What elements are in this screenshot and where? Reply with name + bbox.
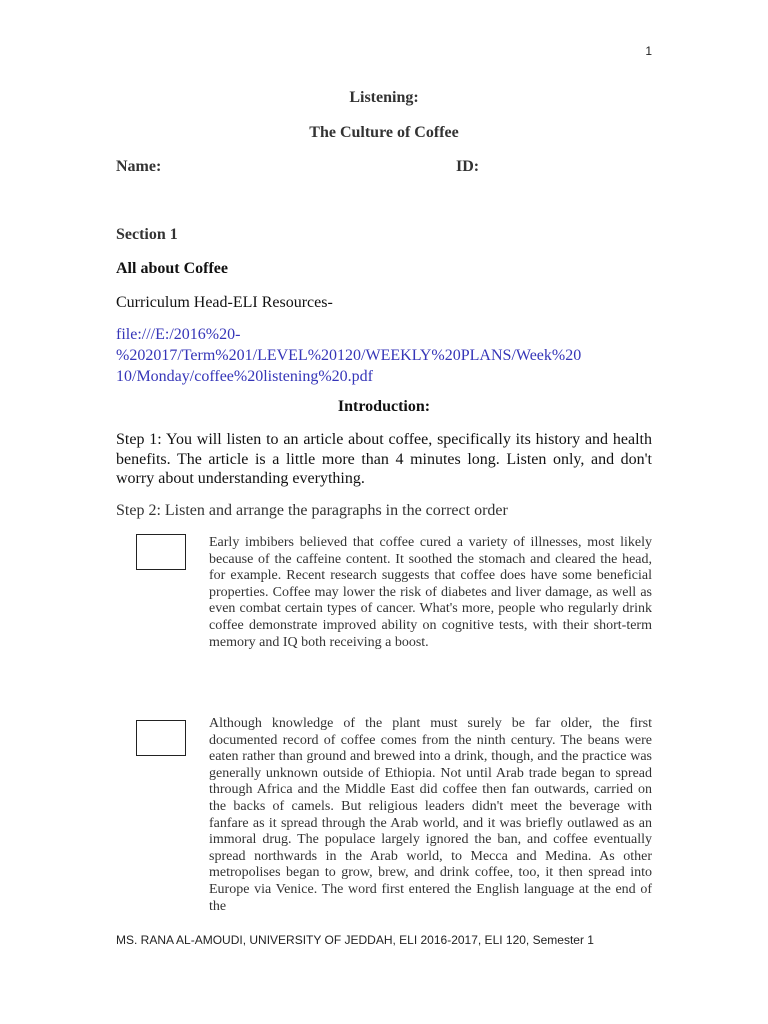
title-culture-of-coffee: The Culture of Coffee	[309, 124, 459, 141]
step2-instructions: Step 2: Listen and arrange the paragraphs in the correct order	[116, 502, 508, 519]
file-link-line: file:///E:/2016%20-	[116, 326, 241, 343]
file-link[interactable]	[116, 324, 656, 387]
step1-instructions: Step 1: You will listen to an article about coffee, specifically its history and health benefits. The article is a little more than 4 minutes long. Listen only, and don't worry about understanding everything.	[116, 431, 652, 487]
order-answer-box[interactable]	[136, 720, 186, 756]
subheading: All about Coffee	[116, 260, 228, 277]
id-label: ID:	[456, 158, 480, 175]
title-listening: Listening:	[349, 89, 419, 106]
curriculum-line: Curriculum Head-ELI Resources-	[116, 294, 333, 311]
order-answer-box[interactable]	[136, 534, 186, 570]
name-label: Name:	[116, 158, 162, 175]
paragraph-health-benefits: Early imbibers believed that coffee cured a variety of illnesses, most likely because of the caffeine content. It soothed the stomach and cleared the head, for example. Recent research suggests that coffee does have some beneficial properties. Coffee may lower the risk of diabetes and liver damage, as well as even combat certain types of cancer. What's more, people who regularly drink coffee demonstrate improved ability on cognitive tests, with their short-term memory and IQ both receiving a boost.	[209, 535, 652, 650]
page-number: 1	[645, 44, 652, 58]
file-link-line: 10/Monday/coffee%20listening%20.pdf	[116, 368, 373, 385]
file-link-line: %202017/Term%201/LEVEL%20120/WEEKLY%20PLANS/Week%20	[116, 347, 582, 364]
section-heading: Section 1	[116, 226, 178, 243]
paragraph-history: Although knowledge of the plant must surely be far older, the first documented record of coffee comes from the ninth century. The beans were eaten rather than ground and brewed into a drink, though, and the practice was generally unknown outside of Ethiopia. Not until Arab trade began to spread through Africa and the Middle East did coffee then fan outwards, carried on the backs of camels. But religious leaders didn't meet the beverage with fanfare as it spread through the Arab world, and it was briefly outlawed as an immoral drug. The populace largely ignored the ban, and coffee eventually spread northwards in the Arab world, to Mecca and Medina. As other metropolises began to grow, brew, and drink coffee, too, it then spread into Europe via Venice. The word first entered the English language at the end of the	[209, 716, 652, 914]
page-footer: MS. RANA AL-AMOUDI, UNIVERSITY OF JEDDAH, ELI 2016-2017, ELI 120, Semester 1	[116, 933, 594, 947]
introduction-heading: Introduction:	[337, 398, 431, 415]
